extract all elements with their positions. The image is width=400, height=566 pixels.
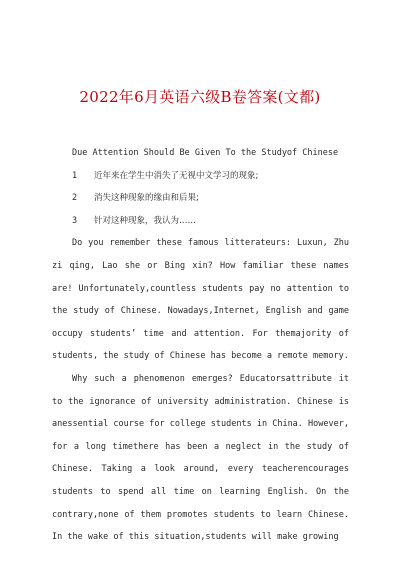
body-paragraph: Why such a phenomenon emerges? Educatorsattribute it to the ignorance of university administration. Chinese is anessential course for college students in China. However, for a long timethere has been a neglect in the study of Chinese. Taking a look around, every teacherencourages students to spend all time on learning English. On the contrary,none of them promotes students to learn Chinese. In the wake of this situation,students will make growing — [52, 373, 349, 543]
outline-number: 3 — [72, 215, 78, 226]
essay-title: Due Attention Should Be Given To the Studyof Chinese — [72, 148, 339, 158]
document-body — [52, 142, 349, 549]
outline-number: 1 — [72, 170, 78, 181]
outline-text: 针对这种现象，我认为…… — [94, 215, 197, 226]
body-paragraph: Do you remember these famous litterateurs: Luxun, Zhu zi qing, Lao she or Bing xin? How familiar these names are! Unfortunately,countless students pay no attention to the study of Chinese. Nowadays,Internet, English and game occupy students’ time and attention. For themajority of students, the study of Chinese has become a remote memory. — [52, 238, 349, 362]
outline-text: 消失这种现象的缘由和后果; — [94, 193, 199, 204]
outline-item — [52, 165, 349, 188]
outline-item — [52, 210, 349, 233]
outline-item — [52, 187, 349, 210]
outline-text: 近年来在学生中消失了无视中文学习的现象; — [94, 170, 259, 181]
outline-number: 2 — [72, 193, 78, 204]
document-title: 2022年6月英语六级B卷答案(文都) — [79, 88, 321, 106]
